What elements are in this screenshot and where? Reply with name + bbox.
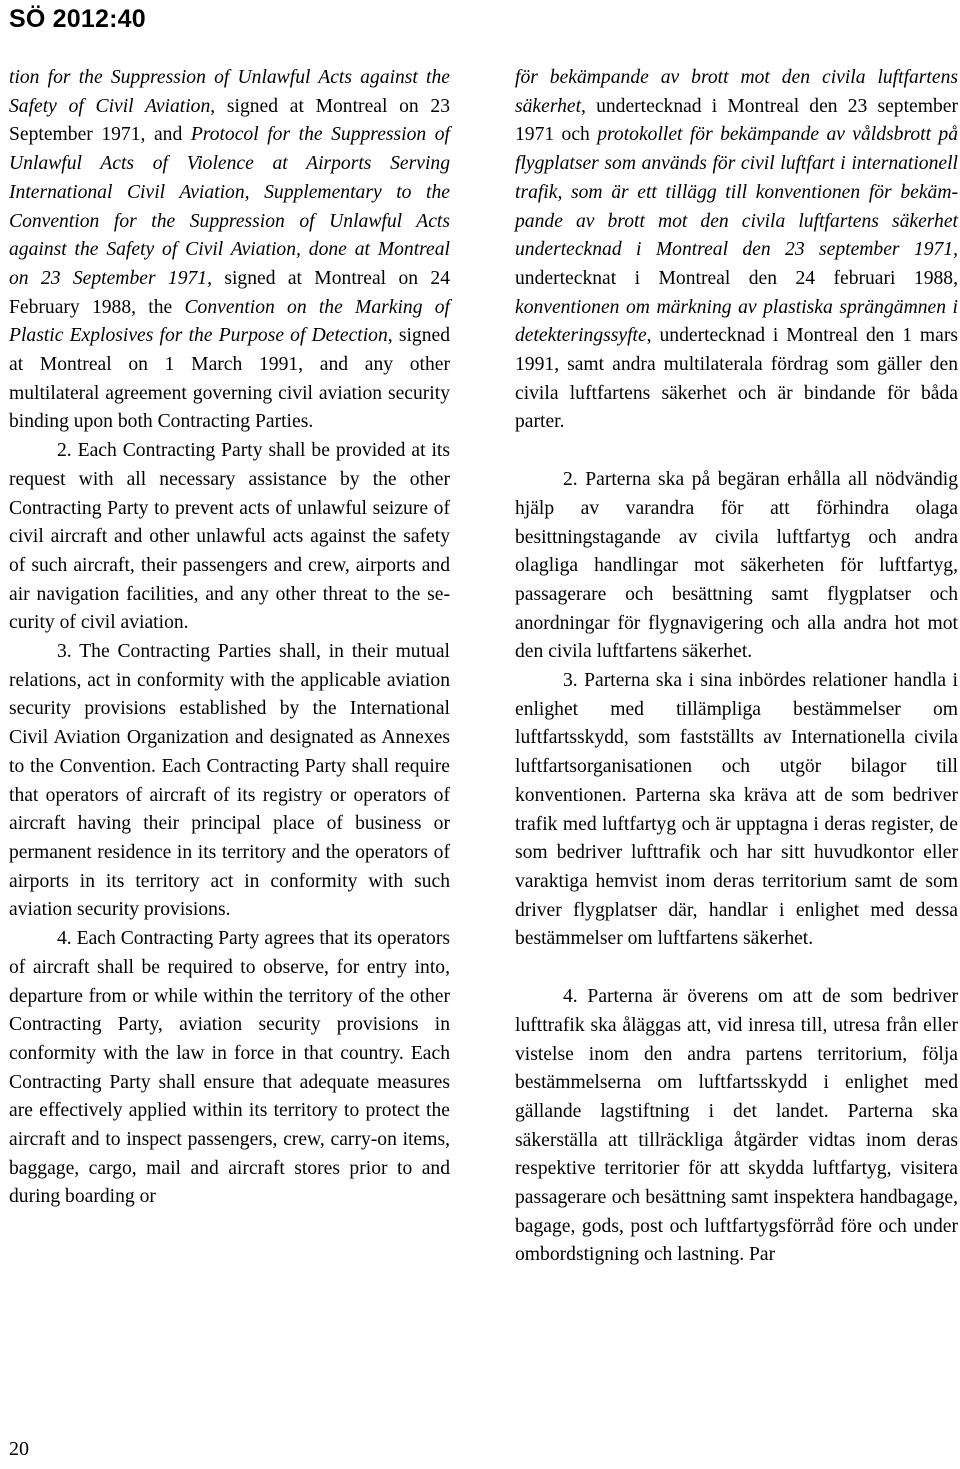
english-paragraph-3: 3. The Contracting Parties shall, in their mutual relations, act in conformity with the applicable aviation security provisions established by the International Civil Aviation Organization and designated as Annexes to the Convention. Each Contracting Party shall require that operators of aircraft of its registry or operators of aircraft having their principal place of business or permanent residence in its territory and the operators of airports in its territory act in conformity with such aviation security provisions. <box>9 641 450 921</box>
text-run: , undertecknad i Montreal den 23 september 1971 och <box>515 95 958 146</box>
english-column <box>9 64 450 1212</box>
swedish-paragraph-4: 4. Parterna är överens om att de som bedriver lufttrafik ska åläggas att, vid inresa till, utresa från eller vistelse inom den andra partens territorium, följa bestämmelserna om luftfartsskydd i enlighet med gällande lagstiftning i det landet. Parterna ska säkerställa att tillräckliga åtgärder vidtas inom deras respektive territorier för att skydda luftfartyg, visitera passagerare och besättning samt inspektera handbagage, bagage, gods, post och luftfartygsförråd före och under ombordstigning och lastning. Par <box>515 986 958 1266</box>
swedish-paragraph-1-continuation <box>515 64 958 437</box>
text-run: , signed at Montreal on 1 March 1991, and any other multilateral agreement governing civil aviation security binding upon both Contracting Parties. <box>9 325 450 433</box>
text-run: undertecknat i Montreal den 24 februari 1988, <box>515 267 958 289</box>
english-paragraph-1-continuation <box>9 64 450 437</box>
english-paragraph-4: 4. Each Contracting Party agrees that its operators of aircraft shall be required to observe, for entry into, departure from or while within the territory of the other Contracting Party, aviation security provisions in conformity with the law in force in that country. Each Contracting Party shall ensure that adequate measures are effectively applied within its territory to protect the aircraft and to inspect passengers, crew, carry-on items, baggage, cargo, mail and aircraft stores prior to and during boarding or <box>9 928 450 1208</box>
document-reference: SÖ 2012:40 <box>9 5 146 33</box>
italic-title-run: konventionen om märkning av plastiska sprängämnen i detekteringssyfte <box>515 296 958 347</box>
english-paragraph-2: 2. Each Contracting Party shall be provided at its request with all necessary assistance by the other Contracting Party to prevent acts of unlawful seizure of civil aircraft and other unlawful acts against the safety of such aircraft, their passengers and crew, airports and air navigation facilities, and any other threat to the security of civil aviation. <box>9 440 450 634</box>
italic-title-run: protokollet för bekämpande av våldsbrott på flygplatser som används för civil luftfart i internationell trafik, som är ett tillägg till konventionen för bekämpande av brott mot den civila luftfartens säkerhet undertecknad i Montreal den 23 september 1971, <box>515 124 958 261</box>
text-run: , undertecknad i Montreal den 1 mars 1991, samt andra multilaterala fördrag som gäller den civila luftfartens säkerhet och är bindande för båda parter. <box>515 325 958 433</box>
swedish-paragraph-2: 2. Parterna ska på begäran erhålla all nödvändig hjälp av varandra för att förhindra olaga besittningstagande av civila luftfartyg och andra olagliga handlingar mot säkerheten för luftfartyg, passagerare och besättning samt flygplatser och anordningar för flygnavigering och alla andra hot mot den civila luftfartens säkerhet. <box>515 469 958 663</box>
text-run: , signed at Montreal on 24 February 1988, the <box>9 267 450 318</box>
swedish-column <box>515 64 958 1270</box>
italic-title-run: tion for the Suppression of Unlawful Acts against the Safety of Civil Aviation <box>9 67 450 117</box>
swedish-paragraph-3: 3. Parterna ska i sina inbördes relationer handla i enlighet med tillämpliga bestämmelser om luftfartsskydd, som fastställts av Internationella civila luftfartsorganisationen och utgör bilagor till konventionen. Parterna ska kräva att de som bedriver trafik med luftfartyg och är upptagna i deras register, de som bedriver lufttrafik och har sitt huvudkontor eller varaktiga hemvist inom deras territorium samt de som driver flygplatser där, handlar i enlighet med dessa bestämmelser om luftfartens säkerhet. <box>515 670 958 950</box>
italic-title-run: för bekämpande av brott mot den civila luftfartens säkerhet <box>515 67 958 117</box>
page-number: 20 <box>9 1438 29 1460</box>
text-run: , signed at Montreal on 23 September 1971, and <box>9 95 451 146</box>
italic-title-run: Convention on the Marking of Plastic Explosives for the Purpose of Detection <box>9 296 450 347</box>
italic-title-run: Protocol for the Suppression of Unlawful Acts of Violence at Airports Serving International Civil Aviation, Supplementary to the Convention for the Suppression of Unlawful Acts against the Safety of Civil Aviation, done at Montreal on 23 September 1971 <box>9 124 450 289</box>
